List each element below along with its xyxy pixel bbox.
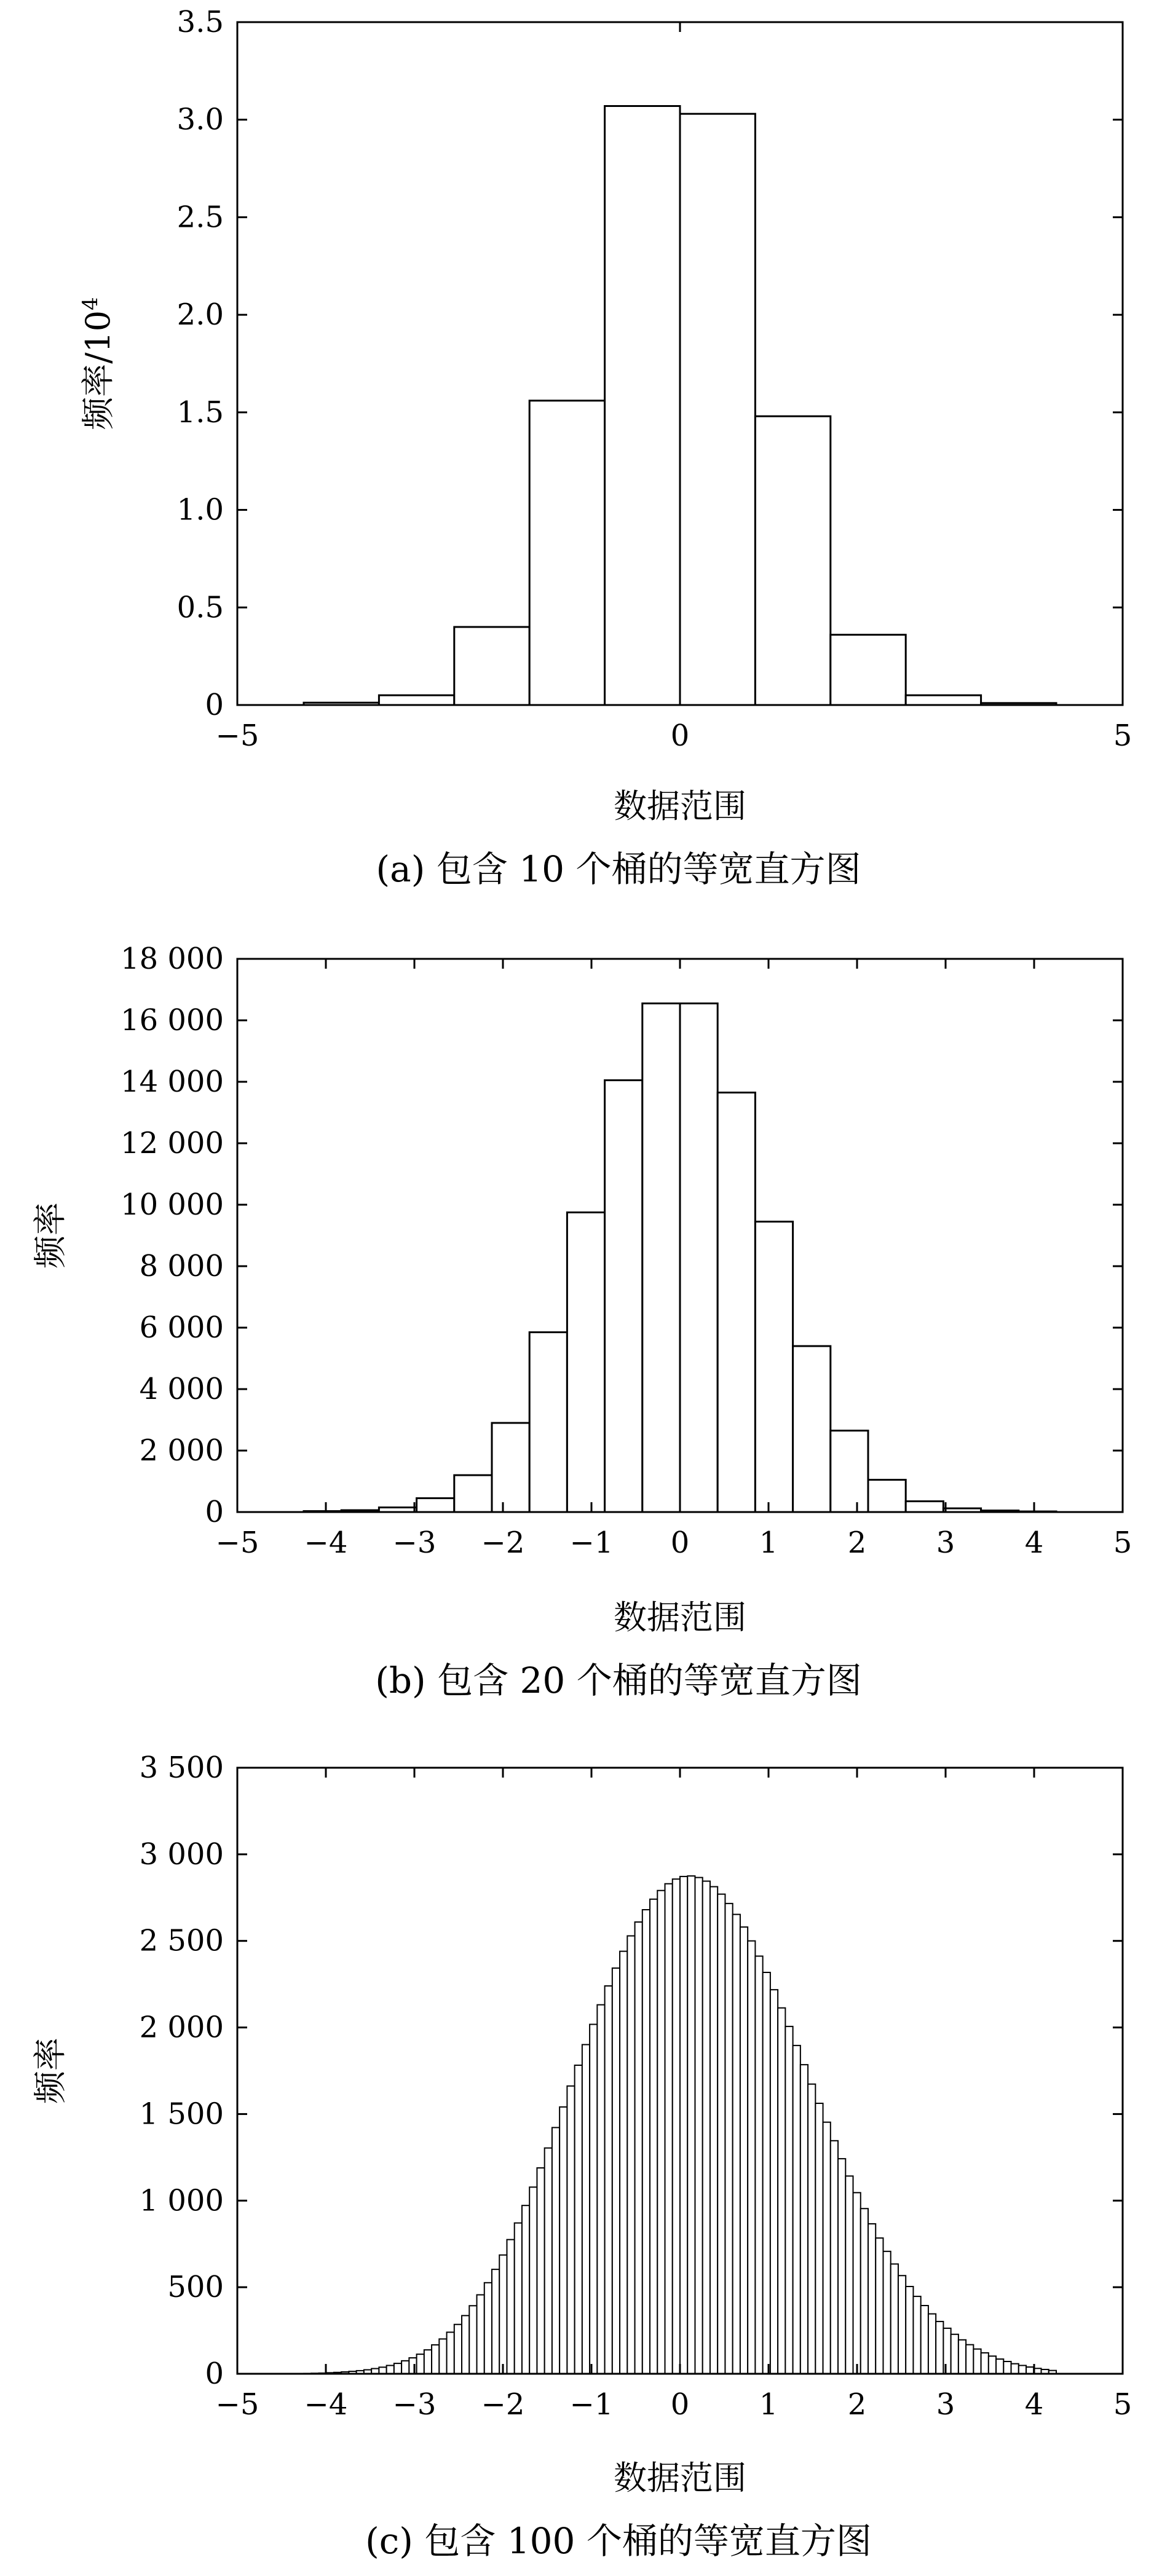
- bar: [387, 2365, 394, 2374]
- bar: [650, 1899, 657, 2374]
- bar: [831, 635, 906, 705]
- bar: [793, 1346, 831, 1512]
- bar: [394, 2363, 401, 2374]
- y-tick-label: 1 500: [139, 2097, 224, 2132]
- x-tick-label: −1: [569, 1526, 614, 1560]
- y-tick-label: 1.5: [176, 395, 224, 430]
- x-tick-label: −2: [481, 2387, 525, 2422]
- bar: [989, 2356, 996, 2374]
- bar: [906, 1502, 943, 1513]
- x-tick-label: 5: [1113, 2387, 1132, 2422]
- figure-caption: (c) 包含 100 个桶的等宽直方图: [365, 2520, 872, 2562]
- bar: [687, 1876, 695, 2374]
- y-tick-label: 1 000: [139, 2183, 224, 2218]
- x-tick-label: 5: [1113, 1526, 1132, 1560]
- bar: [605, 106, 680, 705]
- bar: [973, 2349, 981, 2374]
- bar: [462, 2315, 469, 2374]
- bar: [906, 695, 981, 705]
- bar: [680, 114, 755, 705]
- bar: [545, 2148, 552, 2374]
- bar: [966, 2345, 973, 2374]
- bar: [454, 2325, 462, 2374]
- x-tick-label: −5: [215, 2387, 259, 2422]
- y-tick-label: 2.0: [176, 297, 224, 333]
- y-tick-label: 2.5: [176, 200, 224, 235]
- y-tick-label: 0: [205, 2357, 224, 2391]
- bar: [567, 1213, 604, 1513]
- bar: [379, 695, 454, 705]
- bar: [808, 2084, 815, 2374]
- bar: [1019, 2365, 1026, 2374]
- y-tick-label: 2 500: [139, 1923, 224, 1958]
- bar: [499, 2255, 507, 2374]
- bar: [891, 2264, 898, 2374]
- bar: [785, 2027, 792, 2374]
- bar: [838, 2159, 845, 2374]
- x-tick-label: 2: [847, 2387, 867, 2422]
- bar: [529, 401, 604, 705]
- bar: [717, 1093, 755, 1513]
- figure-caption: (b) 包含 20 个桶的等宽直方图: [375, 1660, 862, 1701]
- bar: [921, 2306, 928, 2374]
- bar: [853, 2192, 861, 2374]
- bar: [703, 1881, 710, 2374]
- bar: [815, 2103, 823, 2374]
- y-tick-label: 14 000: [121, 1065, 224, 1099]
- bar: [680, 1004, 717, 1513]
- x-tick-label: −5: [215, 1526, 259, 1560]
- bar: [748, 1941, 755, 2374]
- bar: [447, 2332, 454, 2374]
- x-axis-label: 数据范围: [614, 1598, 746, 1637]
- x-tick-label: 0: [670, 2387, 690, 2422]
- bar: [996, 2359, 1003, 2374]
- bar: [424, 2350, 432, 2374]
- bar: [454, 627, 529, 705]
- bar: [958, 2340, 966, 2374]
- bar: [537, 2168, 544, 2374]
- bar: [567, 2086, 574, 2374]
- y-tick-label: 18 000: [121, 942, 224, 976]
- bar: [477, 2295, 484, 2374]
- bar: [409, 2358, 416, 2374]
- bar: [642, 1004, 680, 1513]
- bar: [417, 1499, 454, 1513]
- x-tick-label: 0: [670, 719, 690, 753]
- chart-panel-2: [31, 942, 1132, 1701]
- bar: [695, 1878, 702, 2374]
- x-tick-label: 3: [936, 2387, 955, 2422]
- x-tick-label: 0: [670, 1526, 690, 1560]
- y-tick-label: 10 000: [121, 1188, 224, 1222]
- bar: [845, 2176, 853, 2374]
- y-tick-label: 16 000: [121, 1003, 224, 1038]
- bar: [439, 2339, 446, 2374]
- y-axis-label-exponent: 4: [78, 297, 103, 310]
- bar: [401, 2361, 409, 2374]
- bar: [725, 1904, 732, 2374]
- x-tick-label: 4: [1024, 2387, 1044, 2422]
- x-tick-label: 2: [847, 1526, 867, 1560]
- bar: [733, 1915, 740, 2374]
- bar: [981, 2353, 989, 2374]
- y-tick-label: 500: [167, 2270, 224, 2305]
- bar: [522, 2205, 529, 2374]
- bar: [755, 1222, 792, 1513]
- x-tick-label: 5: [1113, 719, 1132, 753]
- bar: [875, 2238, 883, 2374]
- x-tick-label: 3: [936, 1526, 955, 1560]
- y-tick-label: 6 000: [139, 1310, 224, 1345]
- bar: [605, 1081, 642, 1513]
- bar: [492, 1423, 529, 1512]
- x-tick-label: −3: [392, 1526, 437, 1560]
- bar: [492, 2269, 499, 2374]
- x-tick-label: −5: [215, 719, 259, 753]
- y-tick-label: 4 000: [139, 1372, 224, 1406]
- y-tick-label: 2 000: [139, 1433, 224, 1468]
- bar: [515, 2223, 522, 2374]
- bar: [657, 1891, 665, 2374]
- bar: [883, 2251, 890, 2374]
- bar: [928, 2314, 936, 2374]
- chart-panel-3: [31, 1751, 1132, 2562]
- bar: [680, 1877, 687, 2374]
- bar: [868, 2224, 875, 2374]
- bar: [831, 2141, 838, 2374]
- bar: [642, 1910, 650, 2374]
- bar: [755, 416, 830, 705]
- bar: [590, 2025, 597, 2374]
- y-axis-label: 频率$/10^4$: [78, 297, 117, 430]
- y-tick-label: 3.5: [176, 5, 224, 39]
- bar: [717, 1894, 725, 2374]
- bar: [831, 1431, 868, 1513]
- x-tick-label: −4: [304, 2387, 348, 2422]
- x-tick-label: −4: [304, 1526, 348, 1560]
- bar: [484, 2283, 492, 2374]
- bar: [379, 2367, 386, 2374]
- bar: [605, 1986, 612, 2374]
- bar: [755, 1956, 762, 2374]
- x-axis-label: 数据范围: [614, 2459, 746, 2497]
- bar: [778, 2008, 785, 2374]
- bar: [432, 2345, 439, 2374]
- bar: [951, 2334, 958, 2374]
- bar: [793, 2046, 800, 2374]
- figure-caption: (a) 包含 10 个桶的等宽直方图: [376, 848, 861, 890]
- bar: [627, 1936, 634, 2374]
- bar: [673, 1879, 680, 2374]
- bar: [770, 1990, 778, 2374]
- bar: [529, 2187, 537, 2374]
- bar: [740, 1927, 748, 2374]
- y-tick-label: 3 000: [139, 1837, 224, 1872]
- bar: [529, 1333, 567, 1513]
- x-tick-label: 1: [759, 2387, 778, 2422]
- x-axis-label: 数据范围: [614, 787, 746, 825]
- bar: [710, 1887, 717, 2374]
- bar: [575, 2065, 582, 2374]
- bar: [665, 1884, 673, 2374]
- bar: [620, 1952, 627, 2374]
- bar: [898, 2275, 906, 2374]
- bar: [597, 2005, 604, 2374]
- x-tick-label: −1: [569, 2387, 614, 2422]
- bar: [469, 2306, 476, 2374]
- bar: [1003, 2361, 1011, 2374]
- bar: [763, 1972, 770, 2374]
- y-tick-label: 3.0: [176, 102, 224, 137]
- y-tick-label: 1.0: [176, 492, 224, 527]
- y-tick-label: 0: [205, 688, 224, 722]
- x-tick-label: −2: [481, 1526, 525, 1560]
- bar: [454, 1475, 492, 1512]
- bar: [913, 2296, 920, 2374]
- bar: [868, 1480, 906, 1513]
- y-axis-label: 频率: [31, 2038, 69, 2104]
- x-tick-label: −3: [392, 2387, 437, 2422]
- bar: [861, 2208, 868, 2374]
- x-tick-label: 4: [1024, 1526, 1044, 1560]
- y-axis-label: 频率: [31, 1202, 69, 1269]
- y-tick-label: 0.5: [176, 590, 224, 625]
- bar: [906, 2286, 913, 2374]
- bar: [612, 1968, 620, 2374]
- bar: [507, 2240, 514, 2374]
- bar: [1026, 2367, 1034, 2374]
- y-tick-label: 8 000: [139, 1249, 224, 1283]
- x-tick-label: 1: [759, 1526, 778, 1560]
- bar: [943, 2328, 951, 2374]
- bar: [823, 2122, 831, 2374]
- bar: [582, 2044, 590, 2374]
- chart-panel-1: [78, 5, 1132, 890]
- bar: [559, 2107, 567, 2374]
- y-tick-label: 3 500: [139, 1751, 224, 1785]
- bar: [635, 1922, 642, 2374]
- bar: [552, 2127, 559, 2374]
- bar: [1011, 2364, 1019, 2374]
- bar: [417, 2354, 424, 2374]
- bar: [936, 2322, 943, 2374]
- bar: [800, 2065, 808, 2374]
- y-tick-label: 12 000: [121, 1126, 224, 1160]
- y-tick-label: 0: [205, 1495, 224, 1529]
- y-tick-label: 2 000: [139, 2010, 224, 2045]
